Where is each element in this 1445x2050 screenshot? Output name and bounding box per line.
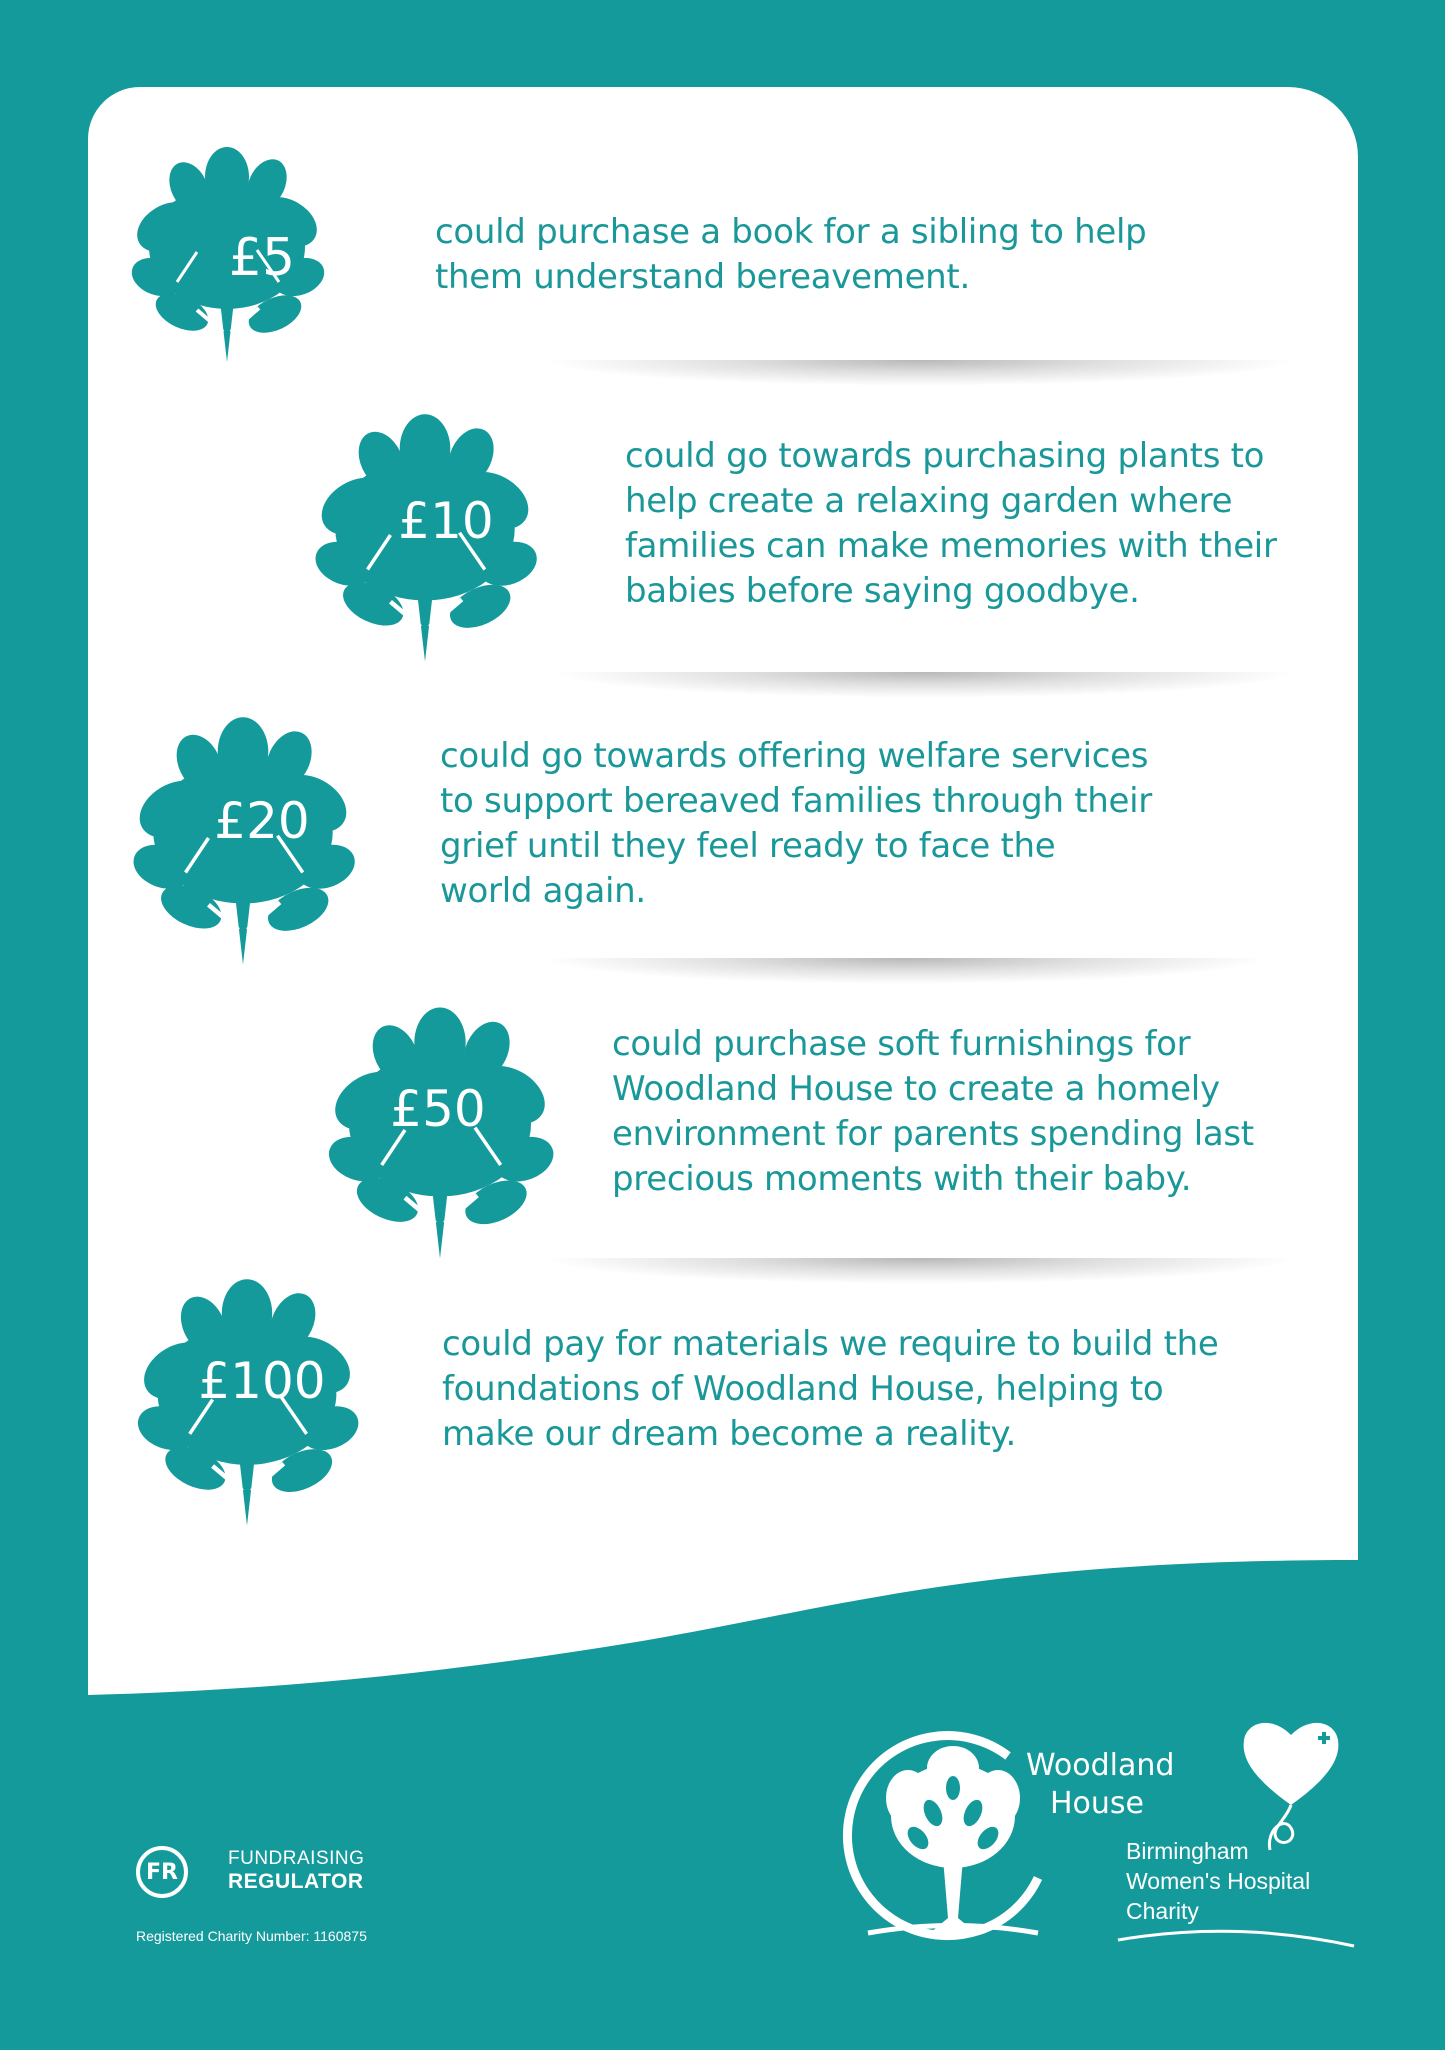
donation-amount: £20 bbox=[214, 792, 310, 850]
fr-bottom-text: REGULATOR bbox=[228, 1870, 364, 1893]
donation-description bbox=[440, 734, 1152, 914]
text-line: could go towards offering welfare services bbox=[440, 736, 1149, 776]
charity-number: Registered Charity Number: 1160875 bbox=[136, 1928, 367, 1944]
text-line: them understand bereavement. bbox=[435, 257, 970, 297]
text-line: environment for parents spending last bbox=[612, 1114, 1254, 1154]
fundraising-regulator-logo bbox=[136, 1846, 436, 1906]
text-line: families can make memories with their bbox=[625, 526, 1277, 566]
bwh-charity-name bbox=[1126, 1836, 1310, 1926]
text-line: world again. bbox=[440, 871, 646, 911]
donation-amount: £5 bbox=[228, 228, 296, 288]
bwh-line: Women's Hospital bbox=[1126, 1868, 1311, 1894]
text-line: could purchase a book for a sibling to help bbox=[435, 212, 1147, 252]
donation-description bbox=[612, 1022, 1254, 1202]
swoosh-underline bbox=[1116, 1920, 1356, 1950]
bwh-line: Charity bbox=[1126, 1898, 1199, 1924]
text-line: to support bereaved families through their bbox=[440, 781, 1152, 821]
fr-top-text: FUNDRAISING bbox=[228, 1848, 365, 1869]
text-line: grief until they feel ready to face the bbox=[440, 826, 1056, 866]
divider-shadow bbox=[550, 672, 1300, 698]
text-line: babies before saying goodbye. bbox=[625, 571, 1140, 611]
divider-shadow bbox=[540, 360, 1300, 386]
text-line: foundations of Woodland House, helping to bbox=[442, 1369, 1164, 1409]
donation-amount: £10 bbox=[398, 492, 494, 550]
text-line: precious moments with their baby. bbox=[612, 1159, 1192, 1199]
text-line: could go towards purchasing plants to bbox=[625, 436, 1265, 476]
bottom-wave bbox=[88, 1520, 1358, 1720]
text-line: Woodland House to create a homely bbox=[612, 1069, 1220, 1109]
fr-mark: FR bbox=[136, 1846, 188, 1898]
donation-description bbox=[435, 210, 1146, 300]
text-line: make our dream become a reality. bbox=[442, 1414, 1016, 1454]
bwh-line: Birmingham bbox=[1126, 1838, 1249, 1864]
text-line: could purchase soft furnishings for bbox=[612, 1024, 1191, 1064]
donation-amount: £50 bbox=[390, 1080, 486, 1138]
text-line: could pay for materials we require to build the bbox=[442, 1324, 1219, 1364]
divider-shadow bbox=[540, 1258, 1300, 1284]
woodland-name-line2: House bbox=[1050, 1786, 1145, 1821]
divider-shadow bbox=[540, 958, 1270, 984]
donation-description bbox=[625, 434, 1277, 614]
donation-description bbox=[442, 1322, 1218, 1457]
donation-amount: £100 bbox=[198, 1352, 326, 1410]
woodland-name-line1: Woodland bbox=[1026, 1748, 1175, 1783]
text-line: help create a relaxing garden where bbox=[625, 481, 1233, 521]
